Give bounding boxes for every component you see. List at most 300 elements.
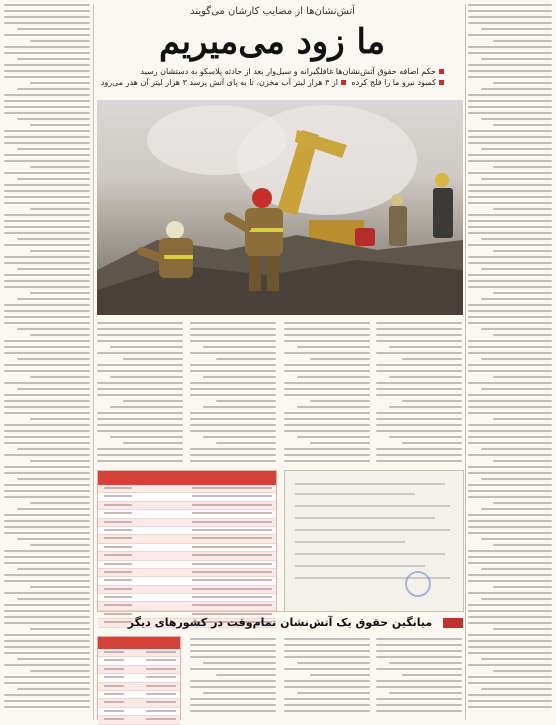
- text-line: [376, 328, 462, 330]
- text-line: [376, 388, 462, 390]
- text-line: [481, 298, 552, 300]
- table-row: [98, 544, 276, 552]
- text-line: [4, 220, 90, 222]
- text-line: [297, 692, 370, 694]
- headline-bullet-1: حکم اضافه حقوق آتش‌نشان‌ها غافلگیرانه و سیل‌وار بعد از حادثه پلاسکو به دستشان رسید: [104, 67, 444, 76]
- text-line: [468, 184, 552, 186]
- text-line: [284, 394, 370, 396]
- text-line: [4, 652, 90, 654]
- text-line: [4, 64, 90, 66]
- text-line: [468, 16, 552, 18]
- text-line: [376, 418, 462, 420]
- text-line: [123, 442, 183, 444]
- text-line: [493, 166, 552, 168]
- text-line: [97, 424, 183, 426]
- text-line: [4, 4, 90, 6]
- text-line: [97, 460, 183, 462]
- text-line: [284, 644, 370, 646]
- text-line: [284, 454, 370, 456]
- text-line: [468, 352, 552, 354]
- text-line: [389, 406, 462, 408]
- text-line: [4, 340, 90, 342]
- text-line: [402, 400, 462, 402]
- text-line: [468, 466, 552, 468]
- text-line: [190, 388, 276, 390]
- table-row: [98, 535, 276, 543]
- text-line: [4, 466, 90, 468]
- text-line: [493, 628, 552, 630]
- text-line: [4, 232, 90, 234]
- text-line: [30, 292, 90, 294]
- text-line: [17, 448, 90, 450]
- text-line: [297, 662, 370, 664]
- text-line: [376, 644, 462, 646]
- sub-section-marker: [443, 618, 463, 628]
- text-line: [468, 340, 552, 342]
- text-line: [468, 424, 552, 426]
- left-column-text: [4, 4, 90, 708]
- text-line: [468, 646, 552, 648]
- table-row: [98, 708, 180, 716]
- text-line: [389, 662, 462, 664]
- text-line: [468, 106, 552, 108]
- text-line: [97, 388, 183, 390]
- text-line: [481, 358, 552, 360]
- table-row: [98, 510, 276, 518]
- text-line: [468, 52, 552, 54]
- text-line: [4, 550, 90, 552]
- text-line: [30, 208, 90, 210]
- text-line: [376, 656, 462, 658]
- text-line: [468, 400, 552, 402]
- text-line: [376, 382, 462, 384]
- text-line: [4, 472, 90, 474]
- text-line: [493, 418, 552, 420]
- table-row: [98, 716, 180, 724]
- text-line: [468, 676, 552, 678]
- text-line: [493, 40, 552, 42]
- text-line: [110, 376, 183, 378]
- text-line: [468, 10, 552, 12]
- text-line: [468, 160, 552, 162]
- text-line: [4, 580, 90, 582]
- text-line: [97, 382, 183, 384]
- text-line: [4, 100, 90, 102]
- text-line: [4, 592, 90, 594]
- text-line: [4, 442, 90, 444]
- text-line: [297, 346, 370, 348]
- text-line: [468, 490, 552, 492]
- body-column-1: [376, 322, 462, 467]
- text-line: [493, 292, 552, 294]
- text-line: [376, 334, 462, 336]
- text-line: [389, 376, 462, 378]
- text-line: [376, 454, 462, 456]
- text-line: [216, 358, 276, 360]
- text-line: [97, 418, 183, 420]
- text-line: [4, 316, 90, 318]
- text-line: [468, 316, 552, 318]
- text-line: [468, 412, 552, 414]
- text-line: [30, 334, 90, 336]
- text-line: [190, 340, 276, 342]
- text-line: [493, 376, 552, 378]
- text-line: [4, 430, 90, 432]
- text-line: [468, 652, 552, 654]
- text-line: [4, 76, 90, 78]
- text-line: [4, 424, 90, 426]
- text-line: [190, 352, 276, 354]
- text-line: [97, 394, 183, 396]
- text-line: [30, 628, 90, 630]
- text-line: [97, 448, 183, 450]
- text-line: [493, 250, 552, 252]
- text-line: [30, 418, 90, 420]
- text-line: [468, 130, 552, 132]
- text-line: [468, 172, 552, 174]
- text-line: [284, 638, 370, 640]
- table-row: [98, 569, 276, 577]
- text-line: [468, 574, 552, 576]
- text-line: [376, 448, 462, 450]
- text-line: [4, 34, 90, 36]
- text-line: [468, 592, 552, 594]
- text-line: [376, 680, 462, 682]
- text-line: [493, 208, 552, 210]
- text-line: [203, 346, 276, 348]
- photo-illustration: [97, 100, 463, 315]
- text-line: [30, 40, 90, 42]
- text-line: [190, 382, 276, 384]
- text-line: [376, 686, 462, 688]
- text-line: [4, 490, 90, 492]
- text-line: [4, 676, 90, 678]
- table-row: [98, 666, 180, 674]
- text-line: [4, 682, 90, 684]
- text-line: [4, 646, 90, 648]
- text-line: [493, 586, 552, 588]
- text-line: [97, 364, 183, 366]
- text-line: [468, 520, 552, 522]
- text-line: [468, 604, 552, 606]
- text-line: [481, 88, 552, 90]
- text-line: [190, 328, 276, 330]
- text-line: [17, 328, 90, 330]
- text-line: [402, 674, 462, 676]
- text-line: [30, 124, 90, 126]
- text-line: [468, 694, 552, 696]
- text-line: [284, 698, 370, 700]
- table-row: [98, 502, 276, 510]
- text-line: [481, 448, 552, 450]
- text-line: [468, 262, 552, 264]
- text-line: [190, 334, 276, 336]
- text-line: [376, 698, 462, 700]
- text-line: [376, 638, 462, 640]
- text-line: [468, 274, 552, 276]
- text-line: [468, 64, 552, 66]
- country-salary-table: [97, 636, 181, 720]
- text-line: [376, 710, 462, 712]
- text-line: [468, 304, 552, 306]
- text-line: [17, 148, 90, 150]
- text-line: [4, 214, 90, 216]
- text-line: [284, 686, 370, 688]
- text-line: [468, 580, 552, 582]
- text-line: [468, 244, 552, 246]
- table-row: [98, 657, 180, 665]
- text-line: [481, 118, 552, 120]
- text-line: [97, 328, 183, 330]
- text-line: [17, 478, 90, 480]
- text-line: [468, 370, 552, 372]
- text-line: [468, 256, 552, 258]
- table-row: [98, 594, 276, 602]
- text-line: [297, 376, 370, 378]
- text-line: [4, 640, 90, 642]
- text-line: [4, 364, 90, 366]
- text-line: [284, 322, 370, 324]
- text-line: [17, 538, 90, 540]
- text-line: [468, 562, 552, 564]
- table-row: [98, 699, 180, 707]
- table-row: [98, 674, 180, 682]
- text-line: [4, 70, 90, 72]
- text-line: [4, 112, 90, 114]
- text-line: [190, 704, 276, 706]
- text-line: [481, 28, 552, 30]
- text-line: [468, 526, 552, 528]
- text-line: [190, 412, 276, 414]
- text-line: [190, 364, 276, 366]
- text-line: [4, 184, 90, 186]
- text-line: [4, 352, 90, 354]
- table-row: [98, 519, 276, 527]
- text-line: [4, 22, 90, 24]
- text-line: [203, 692, 276, 694]
- text-line: [468, 406, 552, 408]
- text-line: [4, 556, 90, 558]
- text-line: [4, 52, 90, 54]
- text-line: [190, 656, 276, 658]
- text-line: [4, 514, 90, 516]
- text-line: [468, 640, 552, 642]
- text-line: [376, 340, 462, 342]
- text-line: [468, 190, 552, 192]
- text-line: [468, 226, 552, 228]
- table-row: [98, 691, 180, 699]
- text-line: [376, 424, 462, 426]
- stamp-icon: [405, 571, 431, 597]
- text-line: [4, 616, 90, 618]
- text-line: [468, 346, 552, 348]
- text-line: [110, 436, 183, 438]
- text-line: [17, 598, 90, 600]
- table-row: [98, 683, 180, 691]
- text-line: [4, 346, 90, 348]
- text-line: [190, 454, 276, 456]
- text-line: [376, 364, 462, 366]
- text-line: [97, 340, 183, 342]
- text-line: [468, 94, 552, 96]
- text-line: [468, 616, 552, 618]
- text-line: [376, 322, 462, 324]
- text-line: [468, 364, 552, 366]
- text-line: [30, 502, 90, 504]
- text-line: [4, 610, 90, 612]
- left-divider: [93, 4, 94, 720]
- text-line: [376, 668, 462, 670]
- text-line: [190, 680, 276, 682]
- text-line: [110, 346, 183, 348]
- text-line: [493, 124, 552, 126]
- text-line: [468, 496, 552, 498]
- text-line: [376, 412, 462, 414]
- text-line: [468, 454, 552, 456]
- text-line: [4, 154, 90, 156]
- text-line: [4, 106, 90, 108]
- table-row: [98, 602, 276, 610]
- text-line: [4, 322, 90, 324]
- text-line: [468, 286, 552, 288]
- text-line: [4, 16, 90, 18]
- text-line: [284, 424, 370, 426]
- text-line: [97, 334, 183, 336]
- text-line: [4, 436, 90, 438]
- text-line: [17, 268, 90, 270]
- text-line: [481, 508, 552, 510]
- text-line: [4, 160, 90, 162]
- text-line: [4, 190, 90, 192]
- table-row: [98, 586, 276, 594]
- text-line: [376, 370, 462, 372]
- text-line: [468, 202, 552, 204]
- text-line: [4, 46, 90, 48]
- text-line: [468, 70, 552, 72]
- text-line: [123, 358, 183, 360]
- text-line: [389, 692, 462, 694]
- sub-body-2: [284, 638, 370, 720]
- text-line: [4, 280, 90, 282]
- text-line: [17, 298, 90, 300]
- right-divider: [465, 4, 466, 720]
- text-line: [4, 202, 90, 204]
- text-line: [468, 622, 552, 624]
- text-line: [468, 232, 552, 234]
- text-line: [284, 710, 370, 712]
- salary-table: [97, 470, 277, 612]
- text-line: [468, 214, 552, 216]
- text-line: [17, 658, 90, 660]
- text-line: [284, 388, 370, 390]
- text-line: [4, 574, 90, 576]
- table-row: [98, 561, 276, 569]
- text-line: [17, 688, 90, 690]
- text-line: [190, 698, 276, 700]
- text-line: [190, 430, 276, 432]
- text-line: [30, 250, 90, 252]
- text-line: [468, 682, 552, 684]
- text-line: [4, 136, 90, 138]
- text-line: [468, 664, 552, 666]
- text-line: [30, 544, 90, 546]
- text-line: [468, 34, 552, 36]
- text-line: [97, 322, 183, 324]
- text-line: [468, 154, 552, 156]
- text-line: [97, 454, 183, 456]
- text-line: [190, 710, 276, 712]
- text-line: [481, 58, 552, 60]
- text-line: [468, 46, 552, 48]
- text-line: [17, 28, 90, 30]
- text-line: [4, 700, 90, 702]
- text-line: [4, 382, 90, 384]
- text-line: [4, 172, 90, 174]
- text-line: [4, 706, 90, 708]
- text-line: [4, 634, 90, 636]
- text-line: [4, 256, 90, 258]
- text-line: [468, 484, 552, 486]
- text-line: [216, 674, 276, 676]
- text-line: [4, 226, 90, 228]
- left-column: [4, 4, 90, 720]
- text-line: [468, 706, 552, 708]
- text-line: [310, 442, 370, 444]
- text-line: [468, 196, 552, 198]
- text-line: [376, 460, 462, 462]
- text-line: [468, 556, 552, 558]
- text-line: [310, 674, 370, 676]
- text-line: [190, 668, 276, 670]
- text-line: [376, 430, 462, 432]
- text-line: [284, 448, 370, 450]
- text-line: [4, 304, 90, 306]
- text-line: [468, 436, 552, 438]
- text-line: [17, 88, 90, 90]
- text-line: [17, 238, 90, 240]
- right-column-text: [468, 4, 552, 708]
- text-line: [468, 532, 552, 534]
- table-row: [98, 577, 276, 585]
- text-line: [493, 502, 552, 504]
- text-line: [190, 650, 276, 652]
- text-line: [468, 472, 552, 474]
- text-line: [468, 514, 552, 516]
- text-line: [4, 532, 90, 534]
- text-line: [97, 430, 183, 432]
- text-line: [190, 638, 276, 640]
- text-line: [17, 358, 90, 360]
- text-line: [17, 508, 90, 510]
- text-line: [389, 436, 462, 438]
- text-line: [203, 376, 276, 378]
- text-line: [4, 454, 90, 456]
- text-line: [468, 22, 552, 24]
- text-line: [4, 94, 90, 96]
- text-line: [4, 262, 90, 264]
- text-line: [4, 484, 90, 486]
- body-column-3: [190, 322, 276, 467]
- text-line: [376, 352, 462, 354]
- text-line: [4, 664, 90, 666]
- text-line: [468, 4, 552, 6]
- sub-section-title: میانگین حقوق یک آتش‌نشان تمام‌وقت در کشورهای دیگر: [127, 616, 433, 629]
- text-line: [481, 148, 552, 150]
- text-line: [493, 670, 552, 672]
- text-line: [284, 334, 370, 336]
- text-line: [493, 334, 552, 336]
- right-column: [468, 4, 552, 720]
